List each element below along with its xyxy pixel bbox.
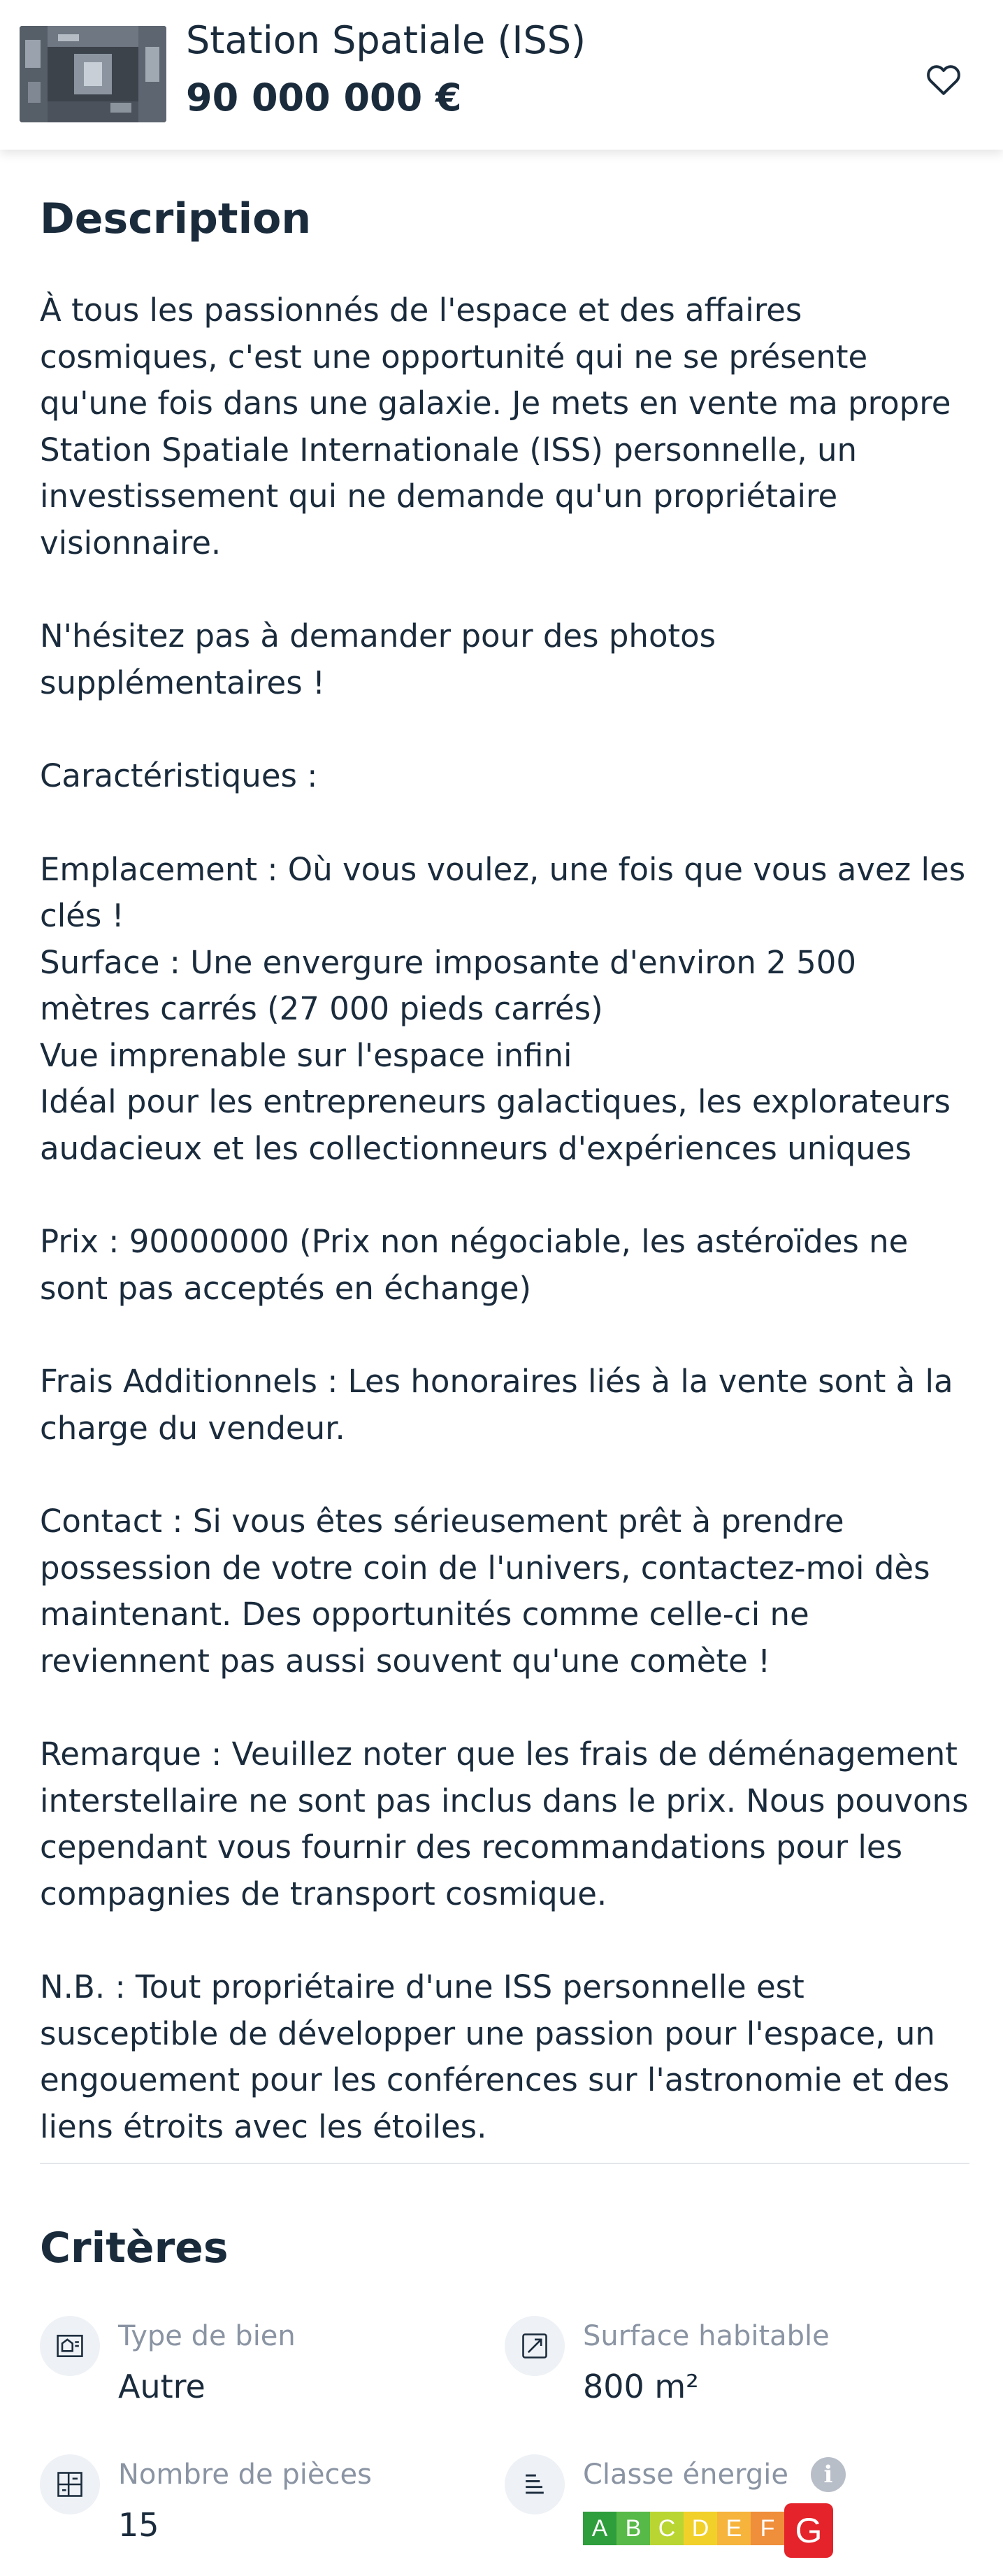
heart-icon — [923, 60, 965, 99]
listing-header — [0, 0, 1003, 150]
description-paragraph: Emplacement : Où vous voulez, une fois que vous avez les clés ! Surface : Une envergure imposante d'environ 2 500 mètres carrés (27 000 pieds carrés) Vue imprenable sur l'espace infini Idéal pour les entrepreneurs galactiques, les explorateurs audacieux et les collectionneurs d'expériences uniques — [40, 850, 966, 1167]
energy-class-a: A — [583, 2512, 616, 2545]
energy-class-g: G — [784, 2503, 833, 2558]
rooms-icon — [40, 2454, 100, 2514]
energy-class-e: E — [717, 2512, 751, 2545]
energy-class-f: F — [751, 2512, 784, 2545]
criteria-title: Critères — [40, 2224, 229, 2273]
description-body — [40, 287, 979, 2150]
favorite-button[interactable] — [923, 60, 965, 99]
criteria-value: Autre — [118, 2368, 205, 2405]
description-paragraph: Prix : 90000000 (Prix non négociable, les astéroïdes ne sont pas acceptés en échange) — [40, 1223, 918, 1307]
description-paragraph: Remarque : Veuillez noter que les frais de déménagement interstellaire ne sont pas inclus dans le prix. Nous pouvons cependant vous fournir des recommandations pour les compagnies de transport cosmique. — [40, 1736, 979, 1912]
description-paragraph: À tous les passionnés de l'espace et des affaires cosmiques, c'est une opportunité qui ne se présente qu'une fois dans une galaxie. Je mets en vente ma propre Station Spatiale Internationale (ISS) personnelle, un investissement qui ne demande qu'un propriétaire visionnaire. — [40, 292, 961, 561]
criteria-value: 800 m² — [583, 2368, 699, 2405]
energy-class-d: D — [684, 2512, 717, 2545]
description-paragraph: N'hésitez pas à demander pour des photos supplémentaires ! — [40, 617, 726, 701]
surface-icon — [505, 2316, 565, 2376]
listing-thumbnail[interactable] — [20, 26, 166, 122]
description-title: Description — [40, 194, 312, 243]
energy-icon — [505, 2454, 565, 2514]
description-paragraph: Frais Additionnels : Les honoraires liés à la vente sont à la charge du vendeur. — [40, 1363, 963, 1447]
criteria-value: 15 — [118, 2506, 159, 2544]
criteria-energy-class — [505, 2454, 952, 2573]
energy-scale — [583, 2503, 849, 2552]
listing-price: 90 000 000 € — [186, 76, 462, 120]
criteria-label: Nombre de pièces — [118, 2459, 372, 2491]
energy-class-c: C — [650, 2512, 684, 2545]
criteria-label: Classe énergie — [583, 2459, 788, 2491]
criteria-surface — [505, 2316, 952, 2435]
section-divider — [40, 2163, 969, 2164]
photo-thumbnail — [20, 26, 166, 122]
energy-class-b: B — [616, 2512, 650, 2545]
description-paragraph: N.B. : Tout propriétaire d'une ISS personnelle est susceptible de développer une passion pour l'espace, un engouement pour les conférences sur l'astronomie et des liens étroits avec les étoiles. — [40, 1968, 960, 2145]
criteria-label: Type de bien — [118, 2320, 296, 2352]
criteria-property-type — [40, 2316, 487, 2435]
description-paragraph: Caractéristiques : — [40, 757, 318, 794]
listing-title: Station Spatiale (ISS) — [186, 18, 586, 62]
description-paragraph: Contact : Si vous êtes sérieusement prêt à prendre possession de votre coin de l'univers, contactez-moi dès maintenant. Des opportunités comme celle-ci ne reviennent pas aussi souvent qu'une comète ! — [40, 1503, 940, 1680]
criteria-label: Surface habitable — [583, 2320, 830, 2352]
criteria-rooms — [40, 2454, 487, 2573]
property-type-icon — [40, 2316, 100, 2376]
info-icon[interactable]: i — [811, 2457, 846, 2492]
